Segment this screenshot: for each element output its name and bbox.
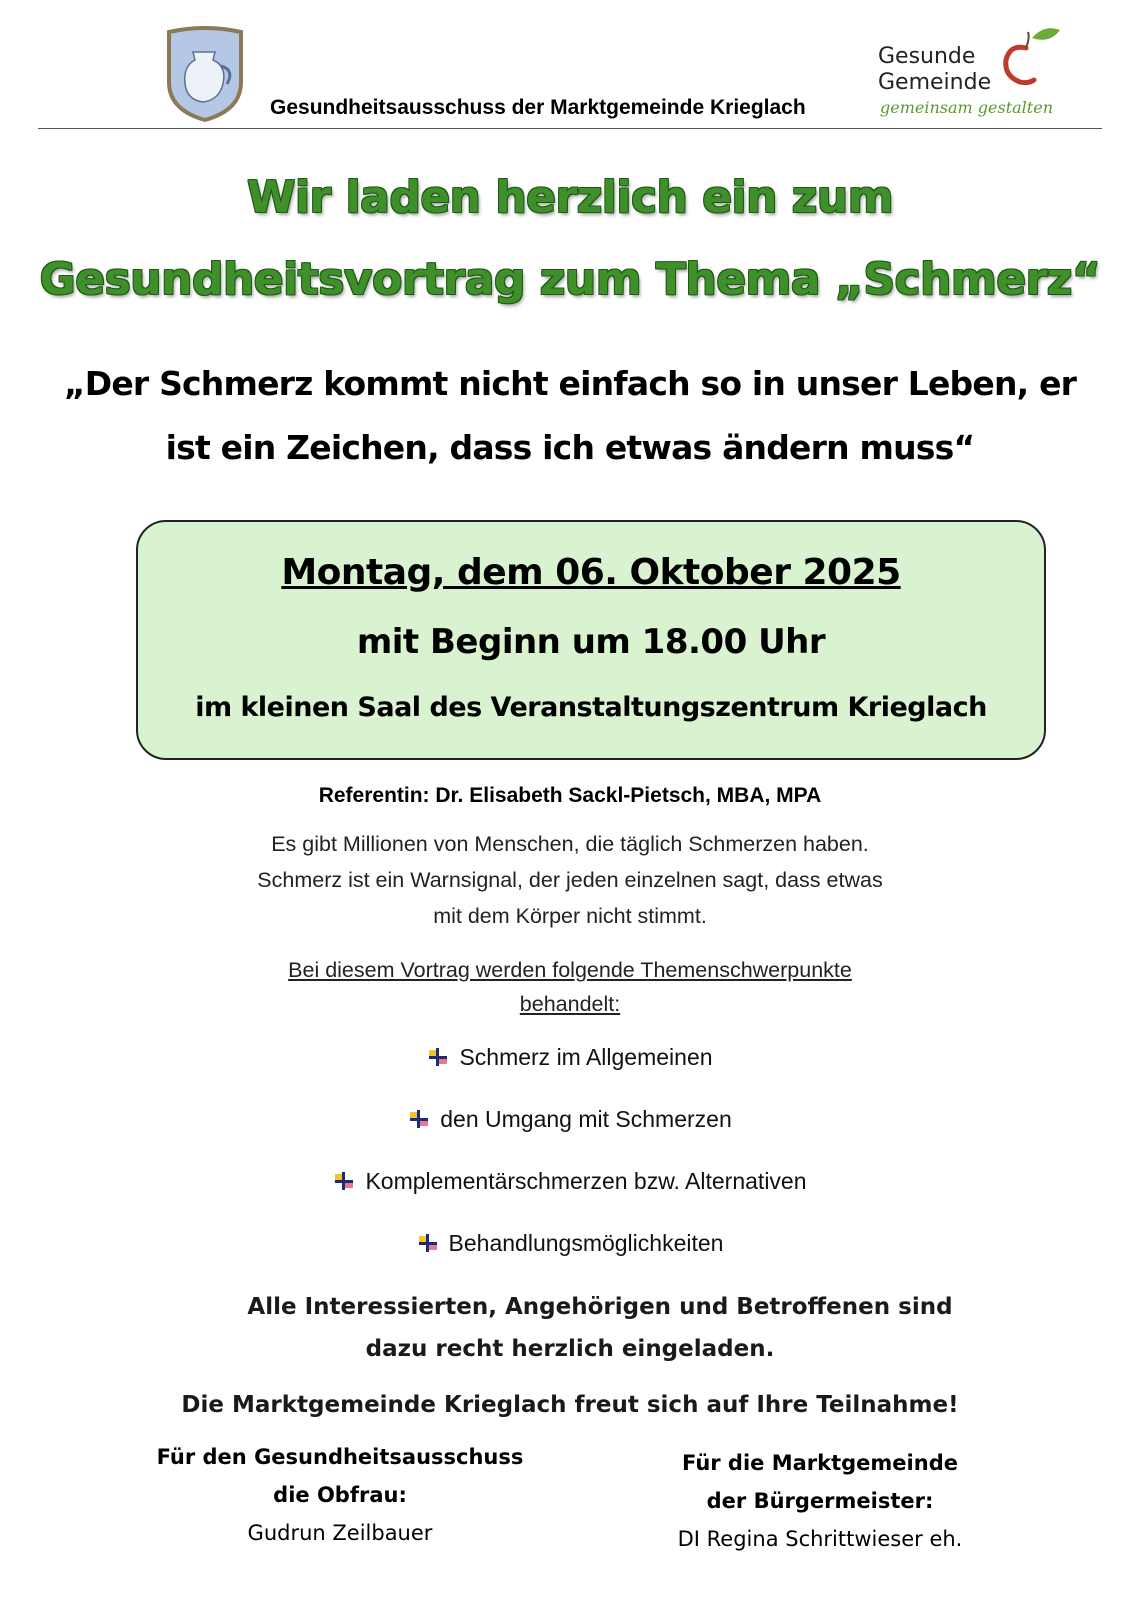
event-time: mit Beginn um 18.00 Uhr xyxy=(356,622,826,662)
committee-title: Gesundheitsausschuss der Marktgemeinde Krieglach xyxy=(270,96,806,119)
event-info-box xyxy=(136,520,1046,760)
intro-line-1: Es gibt Millionen von Menschen, die täglich Schmerzen haben. xyxy=(271,832,869,856)
signature-left xyxy=(130,1438,550,1552)
signature-right xyxy=(610,1444,1030,1558)
gesunde-gemeinde-logo xyxy=(878,40,1078,122)
invitation-line-2: dazu recht herzlich eingeladen. xyxy=(365,1336,775,1362)
cross-bullet-icon xyxy=(417,1233,439,1253)
topic-text: den Umgang mit Schmerzen xyxy=(440,1106,732,1132)
intro-line-3: mit dem Körper nicht stimmt. xyxy=(433,904,707,928)
closing-line: Die Marktgemeinde Krieglach freut sich auf Ihre Teilnahme! xyxy=(181,1392,959,1418)
signature-left-line-2: die Obfrau: xyxy=(273,1483,407,1507)
invitation-line-1: Alle Interessierten, Angehörigen und Betroffenen sind xyxy=(247,1294,953,1320)
topic-text: Komplementärschmerzen bzw. Alternativen xyxy=(365,1168,807,1194)
apple-icon xyxy=(996,26,1066,86)
logo-line-1: Gesunde xyxy=(878,44,976,69)
quote-line-1: „Der Schmerz kommt nicht einfach so in unser Leben, er xyxy=(63,364,1077,403)
list-item xyxy=(0,1106,1140,1133)
event-date: Montag, dem 06. Oktober 2025 xyxy=(281,552,901,593)
headline-line-2: Gesundheitsvortrag zum Thema „Schmerz“ xyxy=(39,254,1101,305)
topics-heading-line-1: Bei diesem Vortrag werden folgende Themenschwerpunkte xyxy=(288,958,852,982)
signature-left-line-1: Für den Gesundheitsausschuss xyxy=(156,1445,524,1469)
quote-line-2: ist ein Zeichen, dass ich etwas ändern muss“ xyxy=(165,428,975,467)
headline-line-1: Wir laden herzlich ein zum xyxy=(246,172,894,223)
list-item xyxy=(0,1044,1140,1071)
cross-bullet-icon xyxy=(427,1047,449,1067)
header-divider xyxy=(38,128,1102,129)
coat-of-arms-jug-icon xyxy=(163,26,247,122)
cross-bullet-icon xyxy=(333,1171,355,1191)
list-item xyxy=(0,1168,1140,1195)
signature-right-line-2: der Bürgermeister: xyxy=(706,1489,934,1513)
speaker: Referentin: Dr. Elisabeth Sackl-Pietsch, MBA, MPA xyxy=(318,784,822,807)
intro-line-2: Schmerz ist ein Warnsignal, der jeden einzelnen sagt, dass etwas xyxy=(257,868,883,892)
topic-text: Behandlungsmöglichkeiten xyxy=(448,1230,724,1256)
topics-heading-line-2: behandelt: xyxy=(519,992,621,1016)
signature-right-line-1: Für die Marktgemeinde xyxy=(682,1451,958,1475)
event-venue: im kleinen Saal des Veranstaltungszentrum Krieglach xyxy=(195,692,987,723)
logo-line-2: Gemeinde xyxy=(878,70,992,95)
cross-bullet-icon xyxy=(408,1109,430,1129)
logo-tagline: gemeinsam gestalten xyxy=(880,98,1053,117)
list-item xyxy=(0,1230,1140,1257)
topic-text: Schmerz im Allgemeinen xyxy=(459,1044,713,1070)
signature-right-name: DI Regina Schrittwieser eh. xyxy=(677,1527,963,1551)
signature-left-name: Gudrun Zeilbauer xyxy=(247,1521,433,1545)
